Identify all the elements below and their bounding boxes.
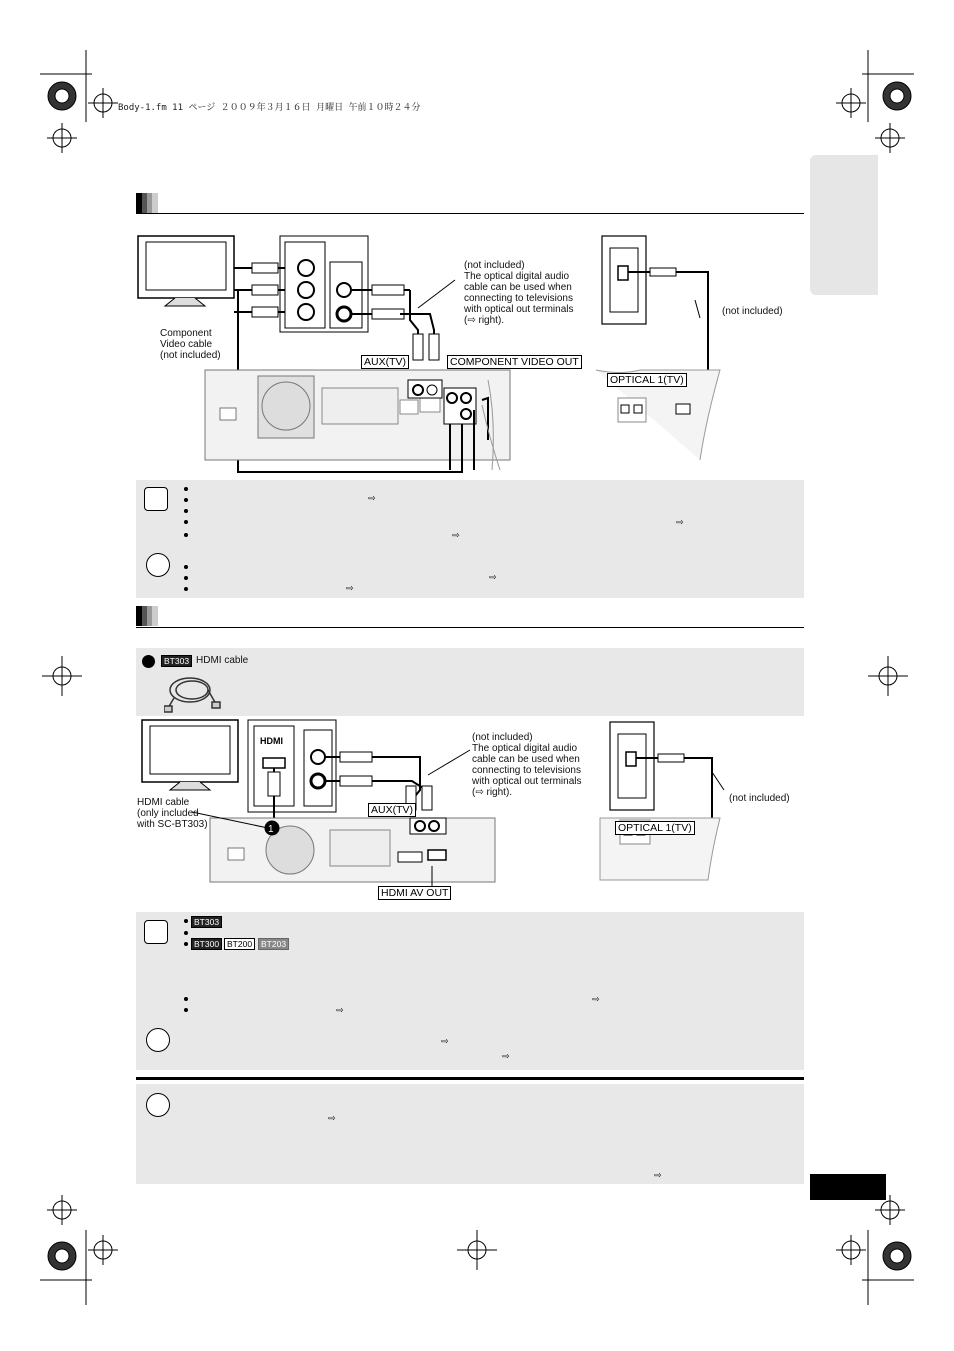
- notes-panel-2: [136, 912, 804, 1070]
- reference-arrow-icon: ⇨: [452, 530, 460, 540]
- reference-arrow-icon: ⇨: [328, 1113, 336, 1123]
- note-bullet: [184, 942, 188, 946]
- note-bullet: [184, 919, 188, 923]
- optical-1-tv-tag: OPTICAL 1(TV): [607, 373, 687, 387]
- model-badge-bt200: BT200: [224, 938, 255, 950]
- note-bullet: [184, 931, 188, 935]
- reference-arrow-icon: ⇨: [336, 1005, 344, 1015]
- optical-cable-note: (not included) The optical digital audio cable can be used when connecting to televisions with optical out terminals (⇨ right).: [464, 260, 574, 326]
- reference-arrow-icon: ⇨: [676, 517, 684, 527]
- note-book-icon: [144, 920, 168, 944]
- aux-tv-tag: AUX(TV): [361, 355, 409, 369]
- hdmi-av-out-tag: HDMI AV OUT: [378, 886, 451, 900]
- component-video-out-tag: COMPONENT VIDEO OUT: [447, 355, 582, 369]
- tip-lightbulb-icon: [146, 1093, 170, 1117]
- reference-arrow-icon: ⇨: [502, 1051, 510, 1061]
- reference-arrow-icon: ⇨: [346, 583, 354, 593]
- optical-not-included-label: (not included): [722, 306, 783, 317]
- optical-not-included-label-2: (not included): [729, 793, 790, 804]
- optical-1-tv-tag-2: OPTICAL 1(TV): [615, 821, 695, 835]
- bottom-rule: [136, 1077, 804, 1080]
- model-badge-bt303: BT303: [161, 655, 192, 667]
- tips-panel-bottom: [136, 1084, 804, 1184]
- component-cable-label: Component Video cable (not included): [160, 328, 221, 361]
- hdmi-cable-label: HDMI cable (only included with SC-BT303): [137, 797, 208, 830]
- svg-text:1: 1: [268, 824, 274, 835]
- aux-tv-tag-2: AUX(TV): [368, 803, 416, 817]
- svg-text:HDMI: HDMI: [260, 736, 283, 746]
- model-badge-bt203: BT203: [258, 938, 289, 950]
- reference-arrow-icon: ⇨: [441, 1036, 449, 1046]
- page-number-box: [810, 1174, 886, 1200]
- model-badge-bt300: BT300: [191, 938, 222, 950]
- note-bullet: [184, 997, 188, 1001]
- note-bullet: [184, 1008, 188, 1012]
- tip-lightbulb-icon: [146, 1028, 170, 1052]
- reference-arrow-icon: ⇨: [489, 572, 497, 582]
- reference-arrow-icon: ⇨: [592, 994, 600, 1004]
- hdmi-cable-accessory-label: HDMI cable: [196, 655, 249, 666]
- optical-cable-note-2: (not included) The optical digital audio cable can be used when connecting to televisions with optical out terminals (⇨ right).: [472, 732, 582, 798]
- reference-arrow-icon: ⇨: [368, 493, 376, 503]
- file-info-header: Body-1.fm 11 ページ ２００９年３月１６日 月曜日 午前１０時２４分: [118, 103, 421, 113]
- reference-arrow-icon: ⇨: [654, 1170, 662, 1180]
- model-badge-bt303: BT303: [191, 916, 222, 928]
